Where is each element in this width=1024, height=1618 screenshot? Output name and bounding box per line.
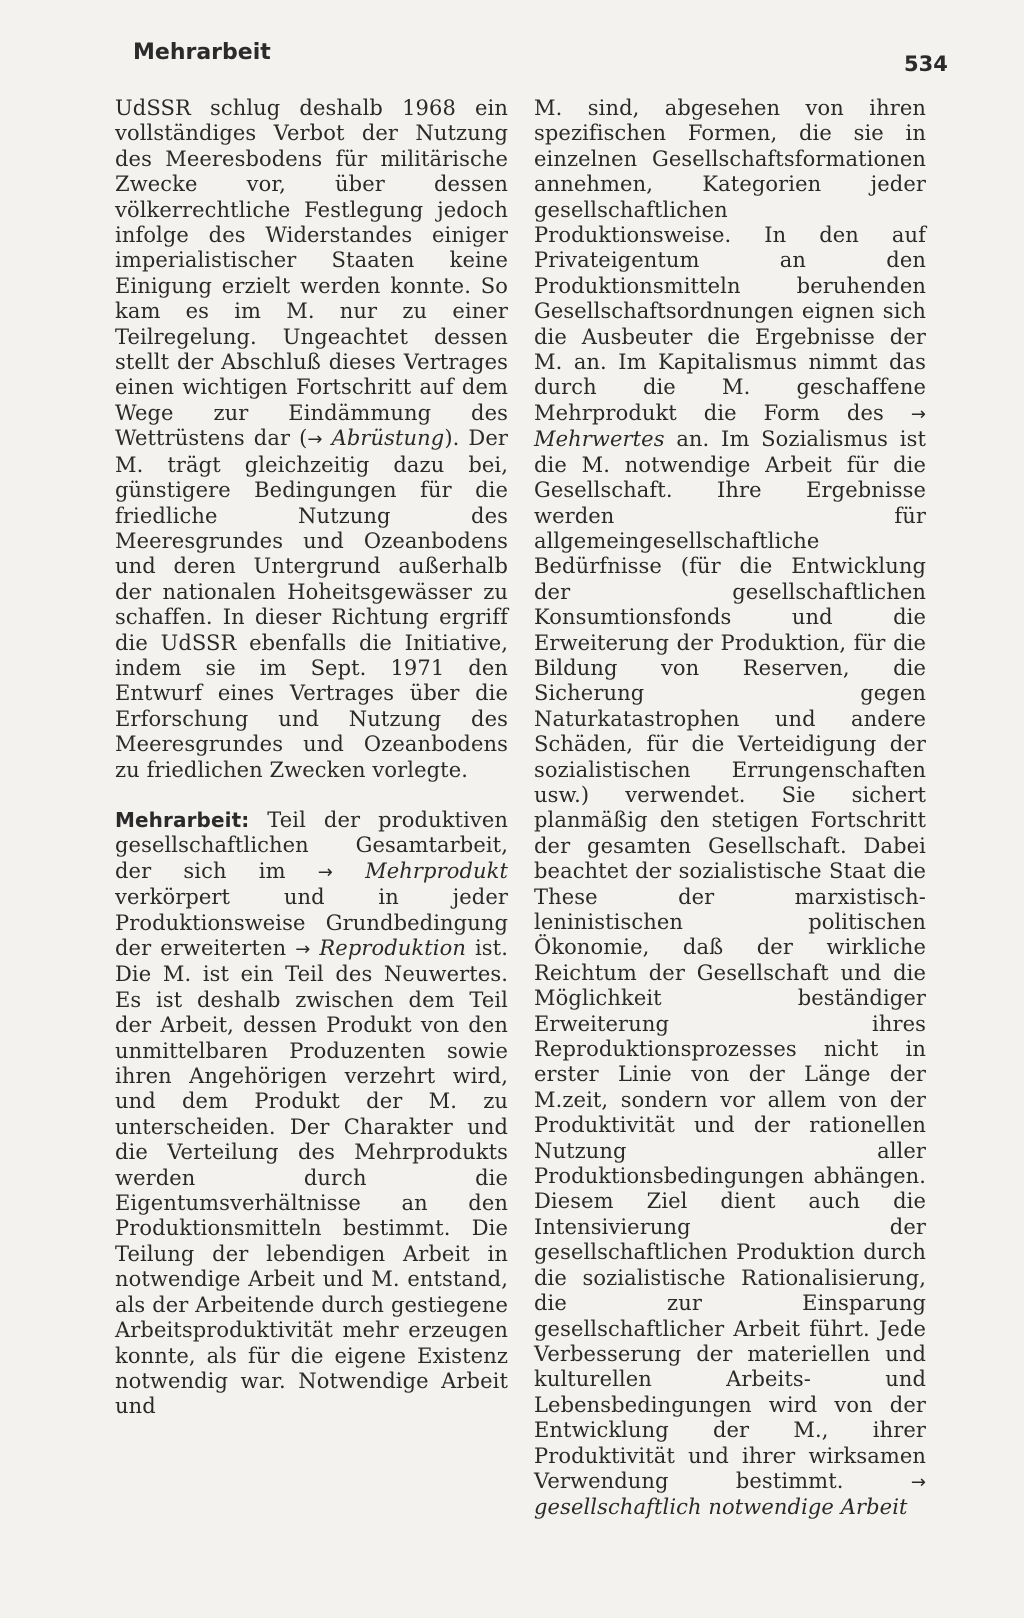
cross-reference-arrow: → <box>307 429 323 451</box>
entry-mehrarbeit <box>115 808 508 1420</box>
cross-reference-arrow: → <box>295 939 311 960</box>
cross-reference-mehrprodukt[interactable]: Mehrprodukt <box>365 858 508 883</box>
paragraph-text: ). Der M. trägt gleichzeitig dazu bei, günstigere Bedingungen für die friedliche Nutzung des Meeresgrundes und Ozeanbodens und deren Untergrund außerhalb der nationalen Hoheitsgewässer zu schaffen. In dieser Richtung ergriff die UdSSR ebenfalls die Initiative, indem sie im Sept. 1971 den Entwurf eines Vertrages über die Erforschung und Nutzung des Meeresgrundes und Ozeanbodens zu friedlichen Zwecken vorlegte. <box>115 426 509 782</box>
cross-reference-notwendige-arbeit[interactable]: gesellschaftlich notwendige Arbeit <box>534 1495 908 1520</box>
entry-text: M. sind, abgesehen von ihren spezifischen Formen, die sie in einzelnen Gesellschaftsformationen annehmen, Kategorien jeder gesellschaftlichen Produktionsweise. In den auf Privateigentum an den Produktionsmitteln beruhenden Gesellschaftsordnungen eignen sich die Ausbeuter die Ergebnisse der M. an. Im Kapitalismus nimmt das durch die M. geschaffene Mehrprodukt die Form des <box>534 96 926 425</box>
cross-reference-arrow: → <box>910 1471 926 1493</box>
entry-text: an. Im Sozialismus ist die M. notwendige Arbeit für die Gesellschaft. Ihre Ergebnisse werden für allgemeingesellschaftliche Bedürfnisse (für die Entwicklung der gesellschaftlichen Konsumtionsfonds und die Erweiterung der Produktion, für die Bildung von Reserven, die Sicherung gegen Naturkatastrophen und andere Schäden, für die Verteidigung der sozialistischen Errungenschaften usw.) verwendet. Sie sichert planmäßig den stetigen Fortschritt der gesamten Gesellschaft. Dabei beachtet der sozialistische Staat die These der marxistisch-leninistischen politischen Ökonomie, daß der wirkliche Reichtum der Gesellschaft und die Möglichkeit beständiger Erweiterung ihres Reproduktionsprozesses nicht in erster Linie von der Länge der M.zeit, sondern vor allem von der Produktivität und der rationellen Nutzung aller Produktionsbedingungen abhängen. Diesem Ziel dient auch die Intensivierung der gesellschaftlichen Produktion durch die sozialistische Rationalisierung, die zur Einsparung gesellschaftlicher Arbeit führt. Jede Verbesserung der materiellen und kulturellen Arbeits- und Lebensbedingungen wird von der Entwicklung der M., ihrer Produktivität und ihrer wirksamen Verwendung bestimmt. <box>534 427 926 1493</box>
right-column <box>534 96 926 1521</box>
entry-continuation <box>534 96 926 1521</box>
cross-reference-arrow: → <box>910 403 926 425</box>
running-headword: Mehrarbeit <box>133 40 271 65</box>
cross-reference-abruestung[interactable]: Abrüstung <box>331 426 445 451</box>
cross-reference-reproduktion[interactable]: Reproduktion <box>319 936 466 960</box>
page-number: 534 <box>904 52 948 76</box>
left-column <box>115 96 508 1420</box>
entry-text: ist. Die M. ist ein Teil des Neuwertes. Es ist deshalb zwischen dem Teil der Arbeit, dessen Produkt von den unmittelbaren Produzenten sowie ihren Angehörigen verzehrt wird, und dem Produkt der M. zu unterscheiden. Der Charakter und die Verteilung des Mehrprodukts werden durch die Eigentumsverhältnisse an den Produktionsmitteln bestimmt. Die Teilung der lebendigen Arbeit in notwendige Arbeit und M. entstand, als der Arbeitende durch gestiegene Arbeitsproduktivität mehr erzeugen konnte, als für die eigene Existenz notwendig war. Notwendige Arbeit und <box>115 936 508 1419</box>
cross-reference-arrow: → <box>317 861 333 883</box>
entry-headword: Mehrarbeit: <box>115 807 250 832</box>
entry-text: verkörpert und in jeder Produktionsweise Grundbedingung der erweiterten <box>115 885 508 960</box>
paragraph-text: UdSSR schlug deshalb 1968 ein vollständiges Verbot der Nutzung des Meeresbodens für militärische Zwecke vor, über dessen völkerrechtliche Festlegung jedoch infolge des Widerstandes einiger imperialistischer Staaten keine Einigung erzielt werden konnte. So kam es im M. nur zu einer Teilregelung. Ungeachtet dessen stellt der Abschluß dieses Vertrages einen wichtigen Fortschritt auf dem Wege zur Eindämmung des Wettrüstens dar ( <box>115 96 508 451</box>
continuation-paragraph <box>115 96 508 783</box>
entry-text: Teil der produktiven gesellschaftlichen Gesamtarbeit, der sich im <box>115 807 508 883</box>
cross-reference-mehrwertes[interactable]: Mehrwertes <box>534 427 665 452</box>
